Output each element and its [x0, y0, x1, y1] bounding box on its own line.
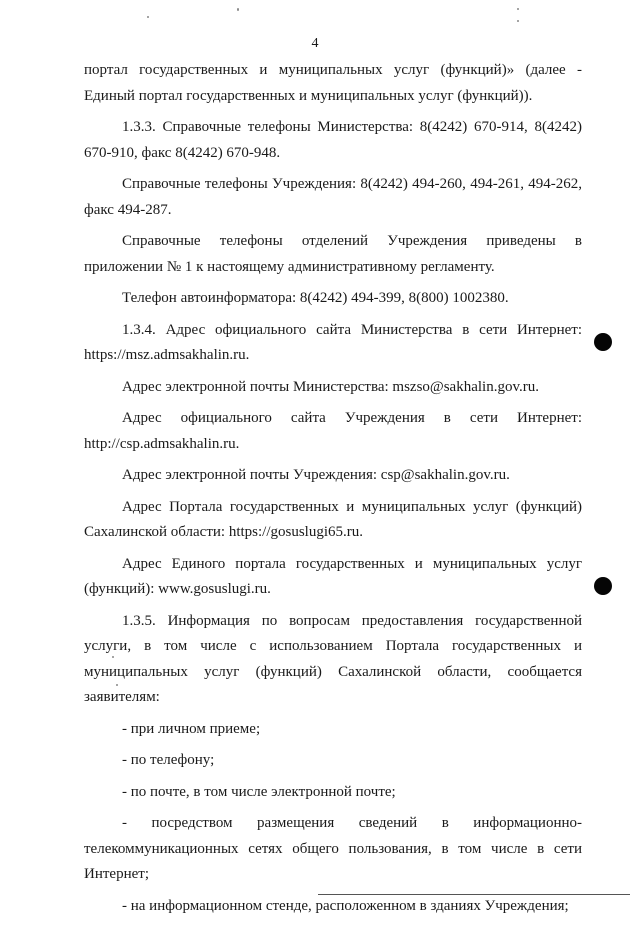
paragraph-autoinformer-phone: Телефон автоинформатора: 8(4242) 494-399, 8(800) 1002380.: [122, 290, 509, 306]
list-item-mail: - по почте, в том числе электронной почте;: [122, 783, 396, 800]
paragraph-unified-portal: Адрес Единого портала государственных и муниципальных услуг (функций): www.gosuslugi.ru.: [84, 555, 582, 597]
list-item-phone: - по телефону;: [122, 752, 215, 768]
list-item-info-stand: - на информационном стенде, расположенном в зданиях Учреждения;: [122, 897, 569, 914]
list-item-personal: - при личном приеме;: [122, 720, 261, 737]
scan-speck: [237, 8, 239, 11]
scan-speck: [112, 656, 114, 658]
paragraph-institution-phones: Справочные телефоны Учреждения: 8(4242) 494-260, 494-261, 494-262, факс 494-287.: [84, 176, 582, 218]
paragraph-branch-phones: Справочные телефоны отделений Учреждения приведены в приложении № 1 к настоящему административному регламенту.: [84, 233, 582, 275]
document-body: [84, 58, 582, 925]
scan-speck: [116, 684, 118, 686]
scan-edge-line: [318, 894, 630, 895]
paragraph-ministry-email: Адрес электронной почты Министерства: mszso@sakhalin.gov.ru.: [122, 378, 539, 395]
scan-speck: [517, 8, 519, 10]
paragraph-ministry-website: 1.3.4. Адрес официального сайта Министерства в сети Интернет: https://msz.admsakhalin.ru.: [84, 321, 582, 363]
punch-hole-top: [594, 333, 612, 351]
punch-hole-bottom: [594, 577, 612, 595]
paragraph-regional-portal: Адрес Портала государственных и муниципальных услуг (функций) Сахалинской области: https://gosuslugi65.ru.: [84, 498, 582, 540]
paragraph-portal-definition: портал государственных и муниципальных услуг (функций)» (далее - Единый портал государственных и муниципальных услуг (функций)).: [84, 62, 582, 104]
paragraph-institution-website: Адрес официального сайта Учреждения в сети Интернет: http://csp.admsakhalin.ru.: [84, 410, 582, 452]
list-item-internet: - посредством размещения сведений в информационно-телекоммуникационных сетях общего пользования, в том числе в сети Интернет;: [84, 815, 582, 882]
paragraph-ministry-phones: 1.3.3. Справочные телефоны Министерства: 8(4242) 670-914, 8(4242) 670-910, факс 8(4242) 670-948.: [84, 119, 582, 161]
scan-speck: [517, 20, 519, 22]
paragraph-information-channels: 1.3.5. Информация по вопросам предоставления государственной услуги, в том числе с использованием Портала государственных и муниципальных услуг (функций) Сахалинской области, сообщается заявителям:: [84, 612, 582, 705]
paragraph-institution-email: Адрес электронной почты Учреждения: csp@sakhalin.gov.ru.: [122, 467, 510, 483]
scan-speck: [147, 16, 149, 18]
page-number: 4: [311, 36, 319, 51]
